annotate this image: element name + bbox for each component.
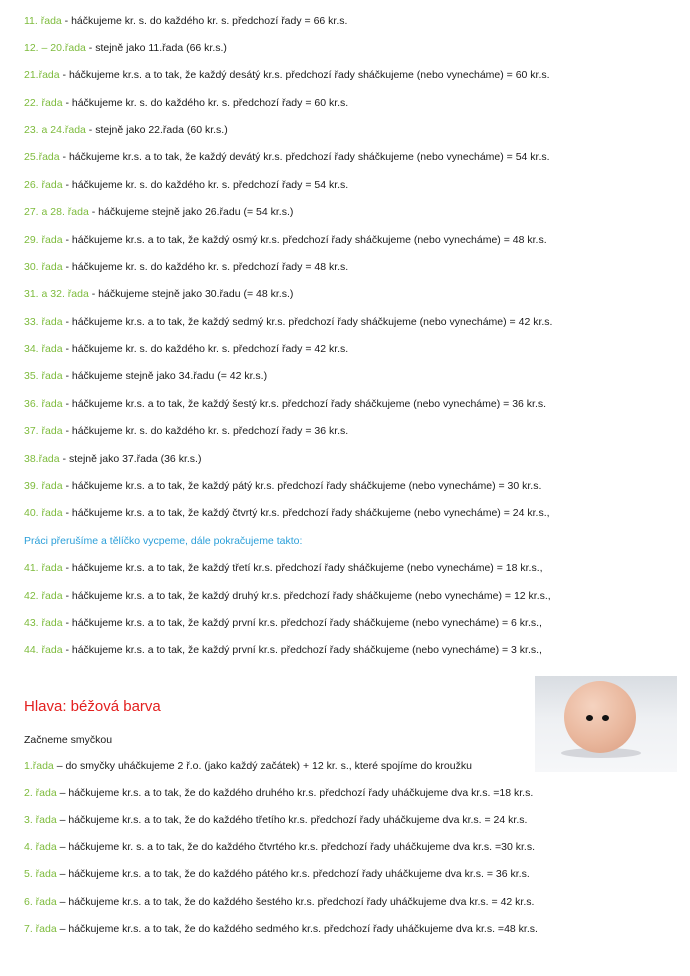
row-text: - háčkujeme kr.s. a to tak, že každý čtvrtý kr.s. předchozí řady sháčkujeme (nebo vynecháme) = 24 kr.s.,: [62, 507, 550, 519]
row-text: - háčkujeme kr. s. do každého kr. s. předchozí řady = 66 kr.s.: [61, 15, 348, 27]
row-label: 25.řada: [24, 151, 60, 163]
row-item: [24, 616, 680, 630]
row-label: 23. a 24.řada: [24, 124, 86, 136]
row-text: - háčkujeme kr.s. a to tak, že každý první kr.s. předchozí řady sháčkujeme (nebo vynecháme) = 3 kr.s.,: [62, 644, 542, 656]
row-text: - stejně jako 11.řada (66 kr.s.): [85, 42, 227, 54]
row-label: 22. řada: [24, 97, 63, 109]
row-text: - háčkujeme kr. s. do každého kr. s. předchozí řady = 42 kr.s.: [62, 343, 349, 355]
row-item: [24, 233, 680, 247]
row-text: - háčkujeme stejně jako 26.řadu (= 54 kr.s.): [88, 206, 294, 218]
row-label: 3. řada: [24, 814, 57, 826]
row-label: 12. – 20.řada: [24, 42, 86, 54]
row-text: - háčkujeme kr.s. a to tak, že každý druhý kr.s. předchozí řady sháčkujeme (nebo vynecháme) = 12 kr.s.,: [62, 590, 551, 602]
row-text: - háčkujeme kr.s. a to tak, že každý první kr.s. předchozí řady sháčkujeme (nebo vynecháme) = 6 kr.s.,: [62, 617, 542, 629]
row-label: 6. řada: [24, 896, 57, 908]
row-item: [24, 342, 680, 356]
row-item: [24, 287, 680, 301]
row-label: 30. řada: [24, 261, 63, 273]
row-label: 36. řada: [24, 398, 63, 410]
row-text: – háčkujeme kr.s. a to tak, že do každého pátého kr.s. předchozí řady uháčkujeme dva kr.s. = 36 kr.s.: [56, 868, 530, 880]
crochet-head-photo: [535, 676, 677, 772]
row-text: - háčkujeme kr.s. a to tak, že každý devátý kr.s. předchozí řady sháčkujeme (nebo vynecháme) = 54 kr.s.: [59, 151, 550, 163]
row-item: [24, 397, 680, 411]
row-label: 37. řada: [24, 425, 63, 437]
row-label: 29. řada: [24, 234, 63, 246]
row-label: 5. řada: [24, 868, 57, 880]
row-text: – do smyčky uháčkujeme 2 ř.o. (jako každý začátek) + 12 kr. s., které spojíme do kroužku: [53, 760, 472, 772]
row-label: 7. řada: [24, 923, 57, 935]
row-item: [24, 589, 680, 603]
right-eye: [602, 715, 609, 721]
row-item: [24, 14, 680, 28]
row-text: - háčkujeme kr.s. a to tak, že každý desátý kr.s. předchozí řady sháčkujeme (nebo vynecháme) = 60 kr.s.: [59, 69, 550, 81]
row-item: [24, 786, 680, 800]
row-item: [24, 260, 680, 274]
row-label: 4. řada: [24, 841, 57, 853]
row-text: - háčkujeme kr. s. do každého kr. s. předchozí řady = 60 kr.s.: [62, 97, 349, 109]
row-text: - háčkujeme kr. s. do každého kr. s. předchozí řady = 54 kr.s.: [62, 179, 349, 191]
row-text: – háčkujeme kr.s. a to tak, že do každého šestého kr.s. předchozí řady uháčkujeme dva kr.s. = 42 kr.s.: [56, 896, 535, 908]
row-text: – háčkujeme kr. s. a to tak, že do každého čtvrtého kr.s. předchozí řady uháčkujeme dva kr.s. =30 kr.s.: [56, 841, 535, 853]
row-item: [24, 867, 680, 881]
row-text: - háčkujeme stejně jako 34.řadu (= 42 kr.s.): [62, 370, 268, 382]
row-label: 40. řada: [24, 507, 63, 519]
row-item: [24, 840, 680, 854]
row-item: [24, 205, 680, 219]
row-item: [24, 96, 680, 110]
row-item: [24, 41, 680, 55]
row-item: [24, 178, 680, 192]
row-item: [24, 643, 680, 657]
row-text: - háčkujeme stejně jako 30.řadu (= 48 kr.s.): [88, 288, 294, 300]
left-eye: [586, 715, 593, 721]
row-item: [24, 150, 680, 164]
row-text: - háčkujeme kr.s. a to tak, že každý sedmý kr.s. předchozí řady sháčkujeme (nebo vynecháme) = 42 kr.s.: [62, 316, 553, 328]
row-text: – háčkujeme kr.s. a to tak, že do každého třetího kr.s. předchozí řady uháčkujeme dva kr.s. = 24 kr.s.: [56, 814, 528, 826]
row-label: 35. řada: [24, 370, 63, 382]
section-heading-head: Hlava: béžová barva: [24, 698, 161, 715]
row-label: 31. a 32. řada: [24, 288, 89, 300]
row-item: [24, 895, 680, 909]
row-text: - háčkujeme kr.s. a to tak, že každý třetí kr.s. předchozí řady sháčkujeme (nebo vynecháme) = 18 kr.s.,: [62, 562, 543, 574]
row-item: [24, 452, 680, 466]
row-label: 26. řada: [24, 179, 63, 191]
row-label: 43. řada: [24, 617, 63, 629]
row-label: 27. a 28. řada: [24, 206, 89, 218]
row-label: 11. řada: [24, 15, 62, 27]
row-label: 39. řada: [24, 480, 63, 492]
row-text: - háčkujeme kr. s. do každého kr. s. předchozí řady = 36 kr.s.: [62, 425, 349, 437]
row-label: 21.řada: [24, 69, 60, 81]
row-text: - háčkujeme kr. s. do každého kr. s. předchozí řady = 48 kr.s.: [62, 261, 349, 273]
row-item: [24, 506, 680, 520]
row-item: [24, 922, 680, 936]
interruption-note: Práci přerušíme a tělíčko vycpeme, dále pokračujeme takto:: [24, 535, 303, 547]
row-label: 33. řada: [24, 316, 63, 328]
row-label: 38.řada: [24, 453, 60, 465]
row-text: – háčkujeme kr.s. a to tak, že do každého druhého kr.s. předchozí řady uháčkujeme dva kr.s. =18 kr.s.: [56, 787, 534, 799]
row-item: [24, 561, 680, 575]
row-label: 2. řada: [24, 787, 57, 799]
row-item: [24, 424, 680, 438]
row-item: [24, 68, 680, 82]
row-item: [24, 123, 680, 137]
row-label: 1.řada: [24, 760, 54, 772]
row-text: - stejně jako 22.řada (60 kr.s.): [85, 124, 228, 136]
row-label: 34. řada: [24, 343, 63, 355]
row-item: [24, 479, 680, 493]
row-item: [24, 759, 680, 773]
row-text: - háčkujeme kr.s. a to tak, že každý osmý kr.s. předchozí řady sháčkujeme (nebo vynecháme) = 48 kr.s.: [62, 234, 547, 246]
row-item: [24, 369, 680, 383]
row-item: [24, 813, 680, 827]
row-label: 42. řada: [24, 590, 63, 602]
head-intro: Začneme smyčkou: [24, 734, 113, 746]
row-item: [24, 315, 680, 329]
row-label: 44. řada: [24, 644, 63, 656]
row-label: 41. řada: [24, 562, 63, 574]
row-text: - háčkujeme kr.s. a to tak, že každý šestý kr.s. předchozí řady sháčkujeme (nebo vynecháme) = 36 kr.s.: [62, 398, 547, 410]
row-text: – háčkujeme kr.s. a to tak, že do každého sedmého kr.s. předchozí řady uháčkujeme dva kr.s. =48 kr.s.: [56, 923, 538, 935]
row-text: - stejně jako 37.řada (36 kr.s.): [59, 453, 202, 465]
row-text: - háčkujeme kr.s. a to tak, že každý pátý kr.s. předchozí řady sháčkujeme (nebo vynecháme) = 30 kr.s.: [62, 480, 542, 492]
